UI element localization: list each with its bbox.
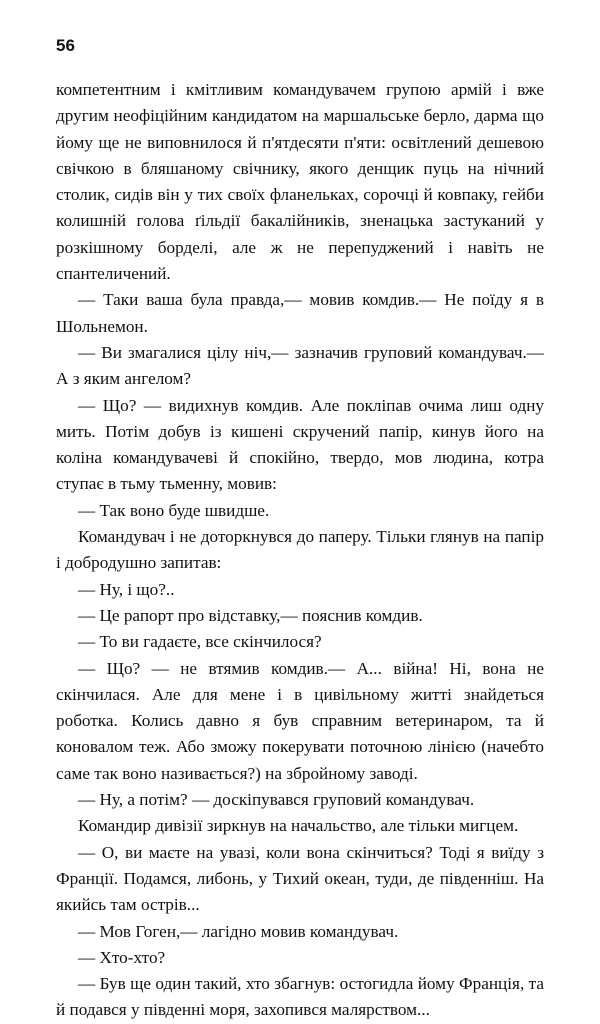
paragraph: Командир дивізії зиркнув на начальство, але тільки мигцем. (78, 816, 519, 836)
paragraph: — Був ще один такий, хто збагнув: остогидла йому Франція, та й подався у південні моря, захопився малярством... (56, 974, 544, 1020)
paragraph: — Це рапорт про відставку,— пояснив комдив. (78, 605, 423, 625)
paragraph: Командувач і не доторкнувся до паперу. Тільки глянув на папір і добродушно запитав: (56, 527, 544, 573)
paragraph: — Ну, і що?.. (78, 579, 175, 599)
paragraph: — Що? — видихнув комдив. Але покліпав очима лиш одну мить. Потім добув із кишені скручений папір, кинув його на коліна командувачеві й спокійно, твердо, мов людина, котра ступає в тьму тьменну, мовив: (56, 395, 544, 494)
page-number: 56 (56, 36, 75, 55)
paragraph: — Хто-хто? (78, 947, 166, 967)
paragraph: — О, ви маєте на увазі, коли вона скінчиться? Тоді я виїду з Франції. Подамся, либонь, у Тихий океан, туди, де південніш. На якийсь там острів... (56, 842, 544, 915)
paragraph: — Що? — не втямив комдив.— А... війна! Ні, вона не скінчилася. Але для мене і в цивільному житті знайдеться роботка. Колись давно я був справним ветеринаром, та й коновалом теж. Або зможу покерувати поточною лінією (начебто саме так воно називається?) на збройному заводі. (56, 658, 544, 783)
paragraph: — Мов Гоген,— лагідно мовив командувач. (78, 921, 399, 941)
paragraph: — Так воно буде швидше. (78, 500, 270, 520)
paragraph: — То ви гадаєте, все скінчилося? (78, 632, 322, 652)
paragraph: — Ви змагалися цілу ніч,— зазначив груповий командувач.— А з яким ангелом? (56, 342, 544, 389)
paragraph: компетентним і кмітливим командувачем групою армій і вже другим неофіційним кандидатом на маршальське берло, дарма що йому ще не виповнилося й п'ятдесяти п'яти: освітлений дешевою свічкою в бляшаному свічнику, якого денщик пуць на нічний столик, сидів він у тих своїх фланельках, сорочці й ковпаку, гейби колишній голова ґільдії бакалійників, зненацька застуканий у розкішному борделі, але ж не перепуджений і навіть не спантеличений. (56, 80, 544, 284)
paragraph: — Таки ваша була правда,— мовив комдив.— Не поїду я в Шольнемон. (56, 290, 544, 336)
body-text (56, 77, 544, 1024)
paragraph: — Ну, а потім? — доскіпувався груповий командувач. (78, 790, 475, 810)
